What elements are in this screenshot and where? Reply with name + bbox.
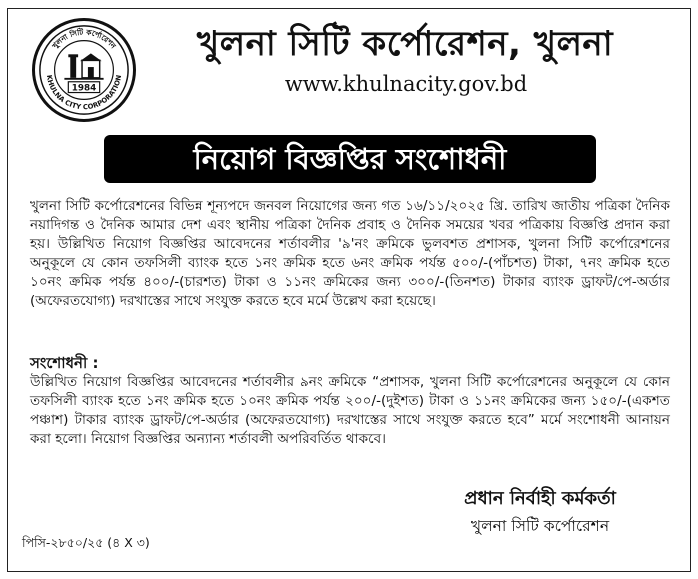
signatory-designation: প্রধান নির্বাহী কর্মকর্তা [464,488,616,509]
notice-paragraph-original: খুলনা সিটি কর্পোরেশনের বিভিন্ন শূন্যপদে জনবল নিয়োগের জন্য গত ১৬/১১/২০২৫ খ্রি. তারিখ জাতীয় পত্রিকা দৈনিক নয়াদিগন্ত ও দৈনিক আমার দেশ এবং স্থানীয় পত্রিকা দৈনিক প্রবাহ ও দৈনিক সময়ের খবর পত্রিকায় বিজ্ঞপ্তি প্রদান করা হয়। উল্লিখিত নিয়োগ বিজ্ঞপ্তির আবেদনের শর্তাবলীর '৯'নং ক্রমিকে ভুলবশত প্রশাসক, খুলনা সিটি কর্পোরেশনের অনুকূলে যে কোন তফসিলী ব্যাংক হতে ১নং ক্রমিক হতে ৬নং ক্রমিক পর্যন্ত ৫০০/-(পাঁচশত) টাকা, ৭নং ক্রমিক হতে ১০নং ক্রমিক পর্যন্ত ৪০০/-(চারশত) টাকা ও ১১নং ক্রমিকের জন্য ৩০০/-(তিনশত) টাকার ব্যাংক ড্রাফট/পে-অর্ডার (অফেরতযোগ্য) দরখাস্তের সাথে সংযুক্ত করতে হবে মর্মে উল্লেখ করা হয়েছে। [30,198,670,309]
notice-banner-title: নিয়োগ বিজ্ঞপ্তির সংশোধনী [104,135,596,183]
publication-reference: পিসি-২৮৫০/২৫ (৪ X ৩) [22,535,150,550]
svg-text:খুলনা সিটি কর্পোরেশন: খুলনা সিটি কর্পোরেশন [50,27,118,51]
organization-title: খুলনা সিটি কর্পোরেশন, খুলনা [196,24,614,64]
svg-text:1984: 1984 [71,83,97,94]
svg-text:KHULNA CITY CORPORATION: KHULNA CITY CORPORATION [44,74,124,112]
website-url: www.khulnacity.gov.bd [284,72,528,96]
correction-heading: সংশোধনী : [30,354,99,372]
kcc-seal-logo [32,18,136,122]
notice-paragraph-correction: উল্লিখিত নিয়োগ বিজ্ঞপ্তির আবেদনের শর্তাবলীর ৯নং ক্রমিকে “প্রশাসক, খুলনা সিটি কর্পোরেশনের অনুকূলে যে কোন তফসিলী ব্যাংক হতে ১নং ক্রমিক হতে ১০নং ক্রমিক পর্যন্ত ২০০/-(দুইশত) টাকা ও ১১নং ক্রমিকের জন্য ১৫০/-(একশত পঞ্চাশ) টাকার ব্যাংক ড্রাফট/পে-অর্ডার (অফেরতযোগ্য) দরখাস্তের সাথে সংযুক্ত করতে হবে” মর্মে সংশোধনী আনায়ন করা হলো। নিয়োগ বিজ্ঞপ্তির অন্যান্য শর্তাবলী অপরিবর্তিত থাকবে। [30,374,670,447]
signatory-organization: খুলনা সিটি কর্পোরেশন [470,517,610,535]
